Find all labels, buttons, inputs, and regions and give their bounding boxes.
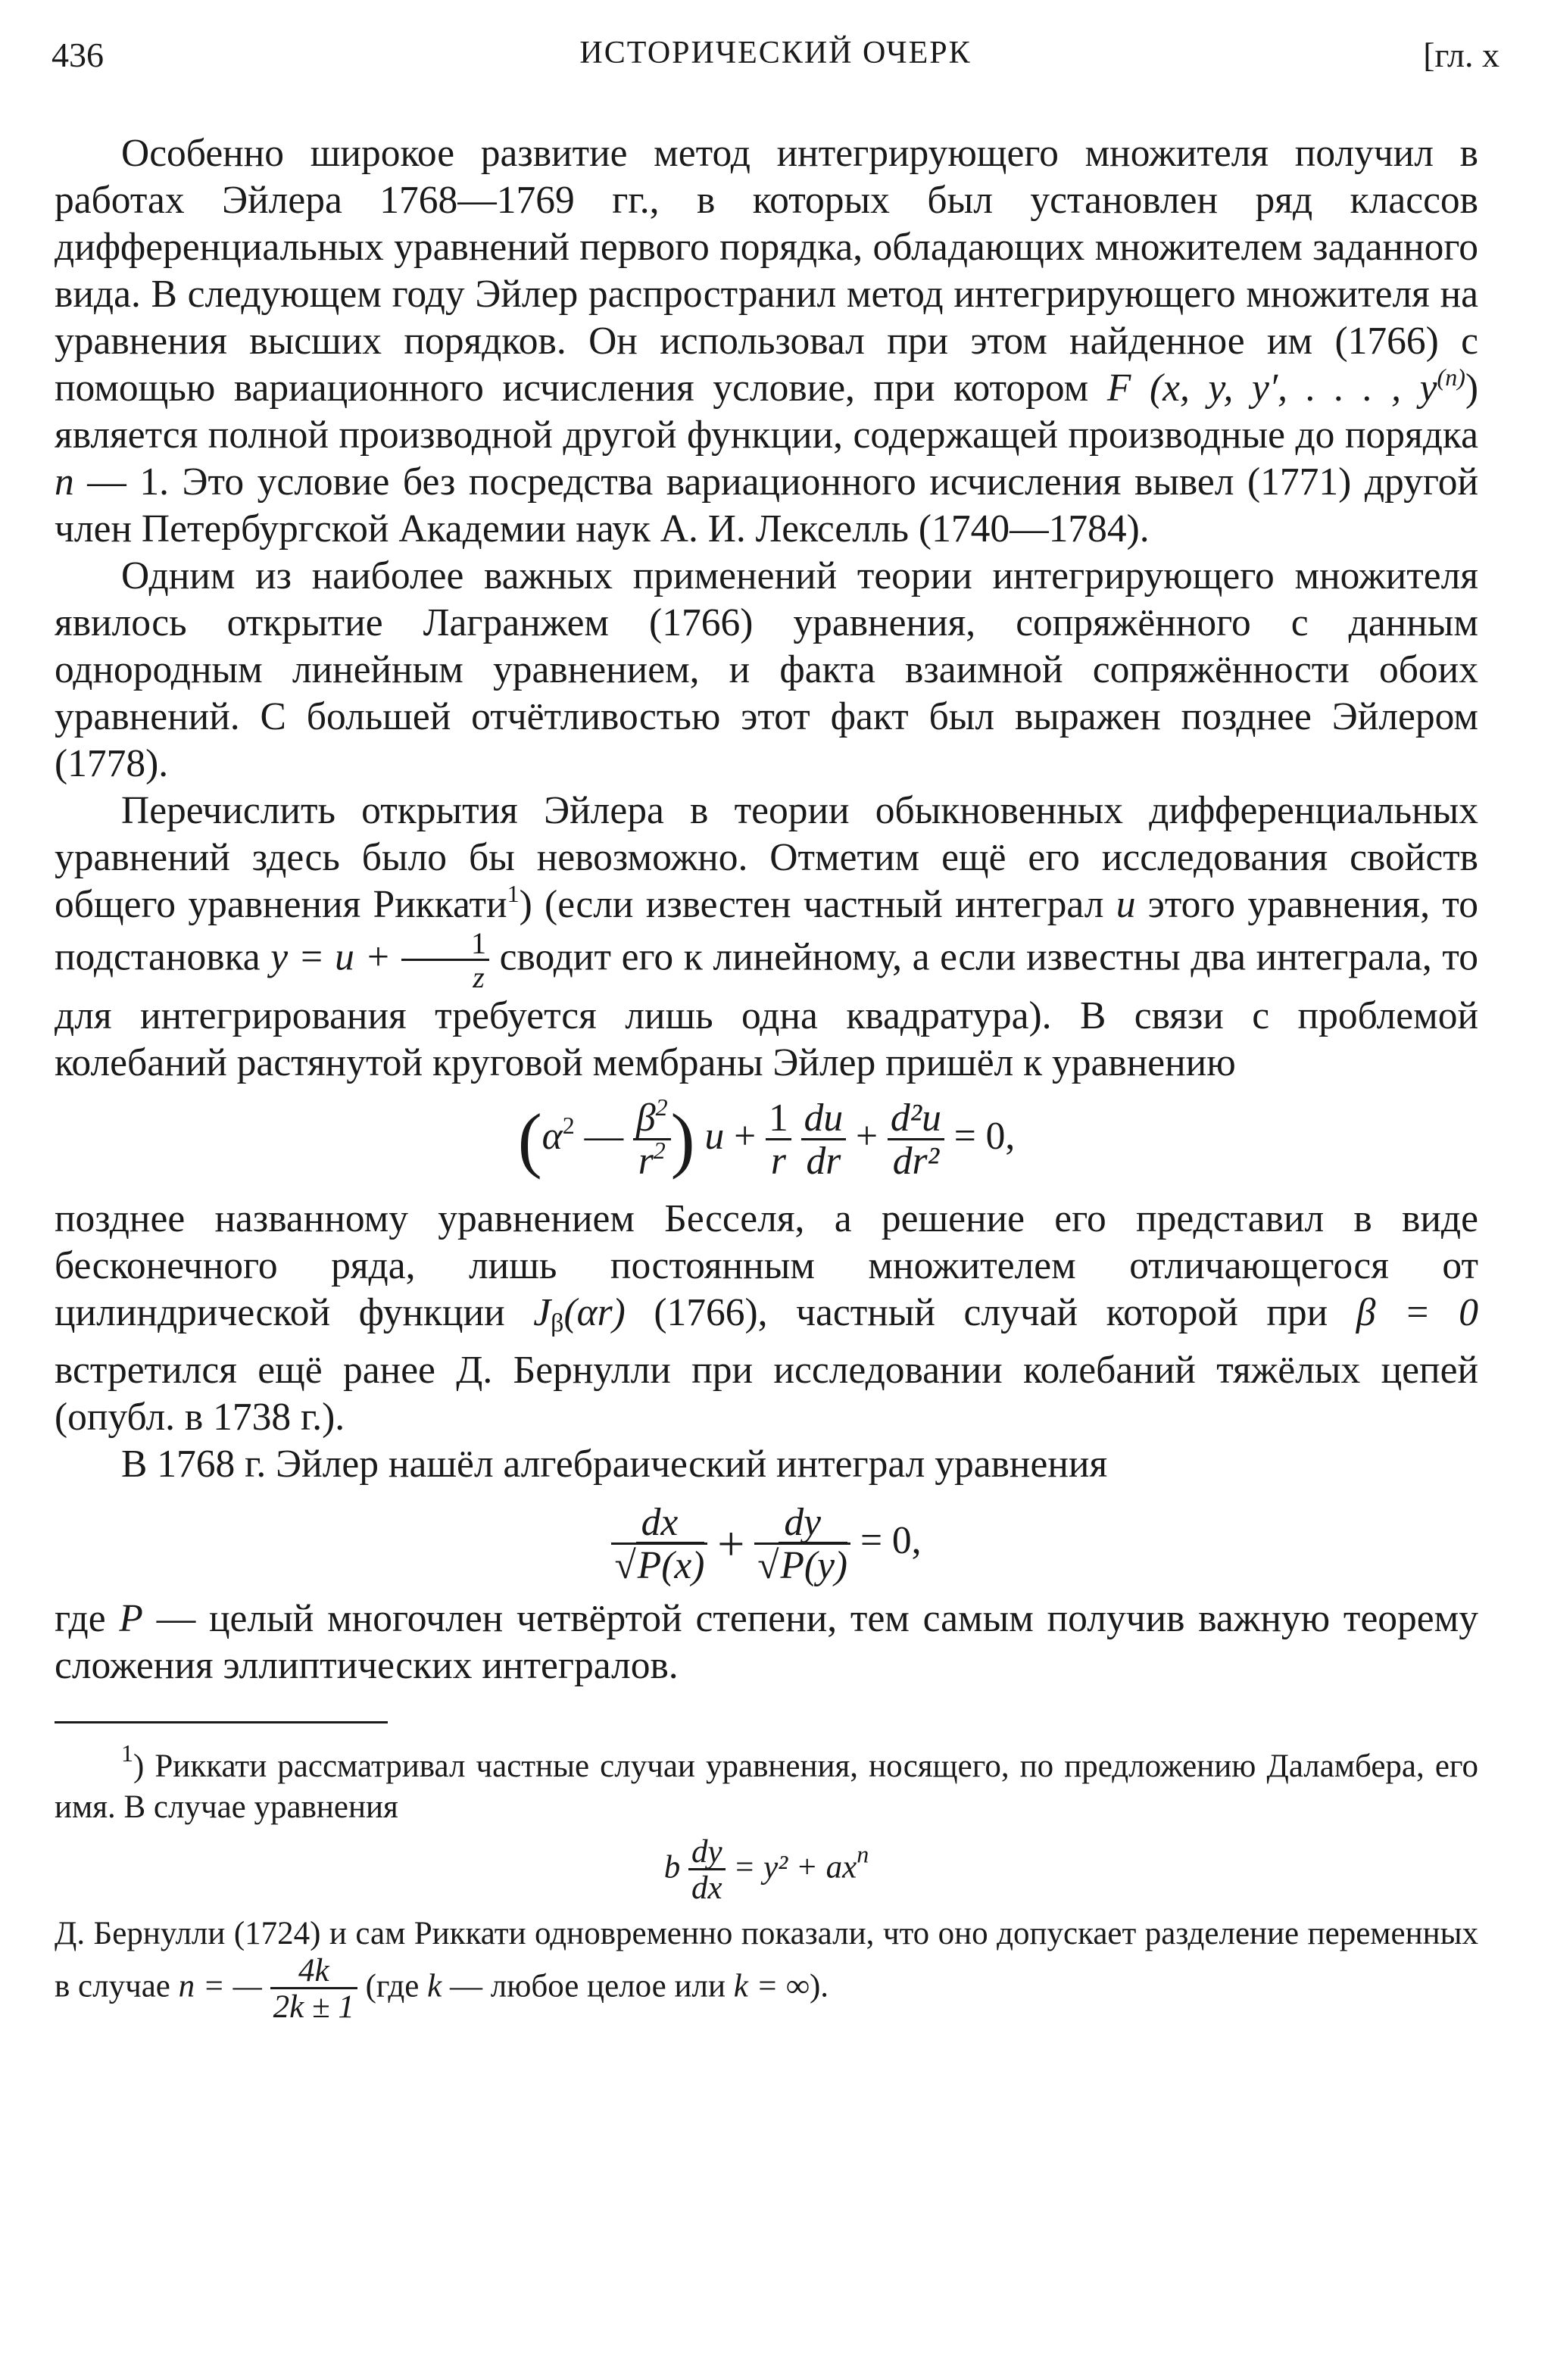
dx-over-sqrt-Px: $\frac{dx}{√P(x)}$ bbox=[611, 1503, 707, 1585]
math-beta-zero: β = 0 bbox=[1356, 1291, 1479, 1334]
beta-over-r-fraction: $\frac{\beta^2}{r^2}$ bbox=[633, 1099, 671, 1181]
paragraph-5: В 1768 г. Эйлер нашёл алгебраический интеграл уравнения bbox=[121, 1443, 1108, 1486]
footnote-text-f: ). bbox=[809, 1968, 829, 2004]
math-k: k bbox=[427, 1968, 442, 2004]
footnote bbox=[55, 1739, 1478, 2025]
math-F-function: F (x, y, y′, . . . , $y^{(n)}$ bbox=[1106, 363, 1465, 410]
4k-fraction: $\frac{4k}{2k \pm 1}$ bbox=[270, 1954, 357, 2023]
paragraph-3-text-b: ) (если известен частный интеграл bbox=[519, 883, 1116, 926]
paragraph-6-text-a: где bbox=[55, 1597, 120, 1640]
dy-over-sqrt-Py: $\frac{dy}{√P(y)}$ bbox=[754, 1503, 850, 1585]
chapter-marker: [гл. x bbox=[1423, 36, 1500, 74]
elliptic-equation: $\frac{dx}{√P(x)}$ + $\frac{dy}{√P(y)}$ = 0, bbox=[55, 1503, 1478, 1585]
paragraph-3 bbox=[55, 788, 1478, 1087]
running-header bbox=[51, 35, 1500, 80]
footnote-text-d: (где bbox=[357, 1968, 428, 2004]
math-P: P bbox=[119, 1597, 143, 1640]
math-n: n bbox=[55, 460, 74, 504]
du-dr-fraction: $\frac{du}{dr}$ bbox=[801, 1099, 847, 1181]
footnote-text-a: ) Риккати рассматривал частные случаи уравнения, носящего, по предложению Даламбера, его имя. В случае уравнения bbox=[55, 1748, 1478, 1825]
paragraph-1-text-b: является полной производной другой функции, содержащей производные до порядка bbox=[55, 413, 1478, 457]
dy-dx-fraction: $\frac{dy}{dx}$ bbox=[688, 1836, 726, 1904]
substitution-fraction: $\frac{1}{z}$ bbox=[401, 928, 489, 993]
paragraph-6-text-b: — целый многочлен четвёртой степени, тем самым получив важную теорему сложения эллиптических интегралов. bbox=[55, 1597, 1478, 1687]
footnote-separator bbox=[55, 1721, 388, 1723]
paragraph-4-text-b: (1766), частный случай которой при bbox=[625, 1291, 1356, 1334]
paragraph-4-text-a: позднее названному уравнением Бесселя, а решение его представил в виде бесконечного ряда, лишь постоянным множителем отличающегося от цилиндрической функции bbox=[55, 1197, 1478, 1334]
substitution-formula: y = u + bbox=[270, 935, 392, 979]
bessel-function-J: J bbox=[533, 1291, 551, 1334]
bessel-function-argument: (αr) bbox=[563, 1291, 626, 1334]
one-over-r-fraction: $\frac{1}{r}$ bbox=[766, 1099, 791, 1181]
footnote-text-e: — любое целое или bbox=[442, 1968, 734, 2004]
paragraph-6 bbox=[55, 1596, 1478, 1689]
bessel-function-index: β bbox=[551, 1309, 564, 1337]
math-n-equals: n = — bbox=[178, 1968, 262, 2004]
riccati-equation: b $\frac{dy}{dx}$ = $y^2 + ax^n$ bbox=[663, 1834, 869, 1906]
footnote-mark: 1 bbox=[121, 1739, 133, 1767]
page-number: 436 bbox=[51, 36, 104, 74]
math-k-infinity: k = ∞ bbox=[733, 1968, 810, 2004]
footnote-reference: 1 bbox=[507, 880, 520, 907]
paragraph-1-text-c: — 1. Это условие без посредства вариационного исчисления вывел (1771) другой член Петербургской Академии наук А. И. Лекселль (1740—1784). bbox=[55, 460, 1478, 551]
paragraph-4 bbox=[55, 1196, 1478, 1441]
paragraph-3-text-d: сводит его к линейному, а если известны два интеграла, то для интегрирования требуется лишь одна квадратура). В связи с проблемой колебаний растянутой круговой мембраны Эйлер пришёл к уравнению bbox=[55, 935, 1479, 1084]
footnote-paragraph-1 bbox=[55, 1739, 1478, 1828]
paragraph-3-text-c: этого уравнения, то подстановка bbox=[55, 883, 1478, 979]
bessel-equation: ($\alpha^2$ — $\frac{\beta^2}{r^2}$ ) u + $\frac{1}{r}$ $\frac{du}{dr}$ + $\frac{\text{d²u}}{\text{dr²}}$ = 0, bbox=[517, 1093, 1016, 1183]
footnote-text-c: Д. Бернулли (1724) и сам Риккати одновременно показали, что оно допускает разделение переменных в случае bbox=[55, 1916, 1478, 2004]
math-F-close: ) bbox=[1465, 367, 1479, 410]
math-u: u bbox=[1116, 883, 1136, 926]
paragraph-1 bbox=[55, 130, 1478, 553]
paragraph-3-text-a: Перечислить открытия Эйлера в теории обыкновенных дифференциальных уравнений здесь было бы невозможно. Отметим ещё его исследования свойств общего уравнения Риккати bbox=[55, 789, 1478, 926]
d2u-dr2-fraction: $\frac{\text{d²u}}{\text{dr²}}$ bbox=[888, 1099, 944, 1181]
paragraph-4-text-c: встретился ещё ранее Д. Бернулли при исследовании колебаний тяжёлых цепей (опубл. в 1738 г.). bbox=[55, 1349, 1478, 1439]
main-text bbox=[55, 130, 1478, 2023]
running-title: ИСТОРИЧЕСКИЙ ОЧЕРК bbox=[579, 36, 972, 70]
paragraph-2: Одним из наиболее важных применений теории интегрирующего множителя явилось открытие Лагранжем (1766) уравнения, сопряжённого с данным однородным линейным уравнением, и факта взаимной сопряжённости обоих уравнений. С большей отчётливостью этот факт был выражен позднее Эйлером (1778). bbox=[55, 554, 1478, 785]
paragraph-1-text-a: Особенно широкое развитие метод интегрирующего множителя получил в работах Эйлера 1768—1769 гг., в которых был установлен ряд классов дифференциальных уравнений первого порядка, обладающих множителем заданного вида. В следующем году Эйлер распространил метод интегрирующего множителя на уравнения высших порядков. Он использовал при этом найденное им (1766) с помощью вариационного исчисления условие, при котором bbox=[55, 132, 1478, 410]
footnote-paragraph-2 bbox=[55, 1914, 1478, 2023]
